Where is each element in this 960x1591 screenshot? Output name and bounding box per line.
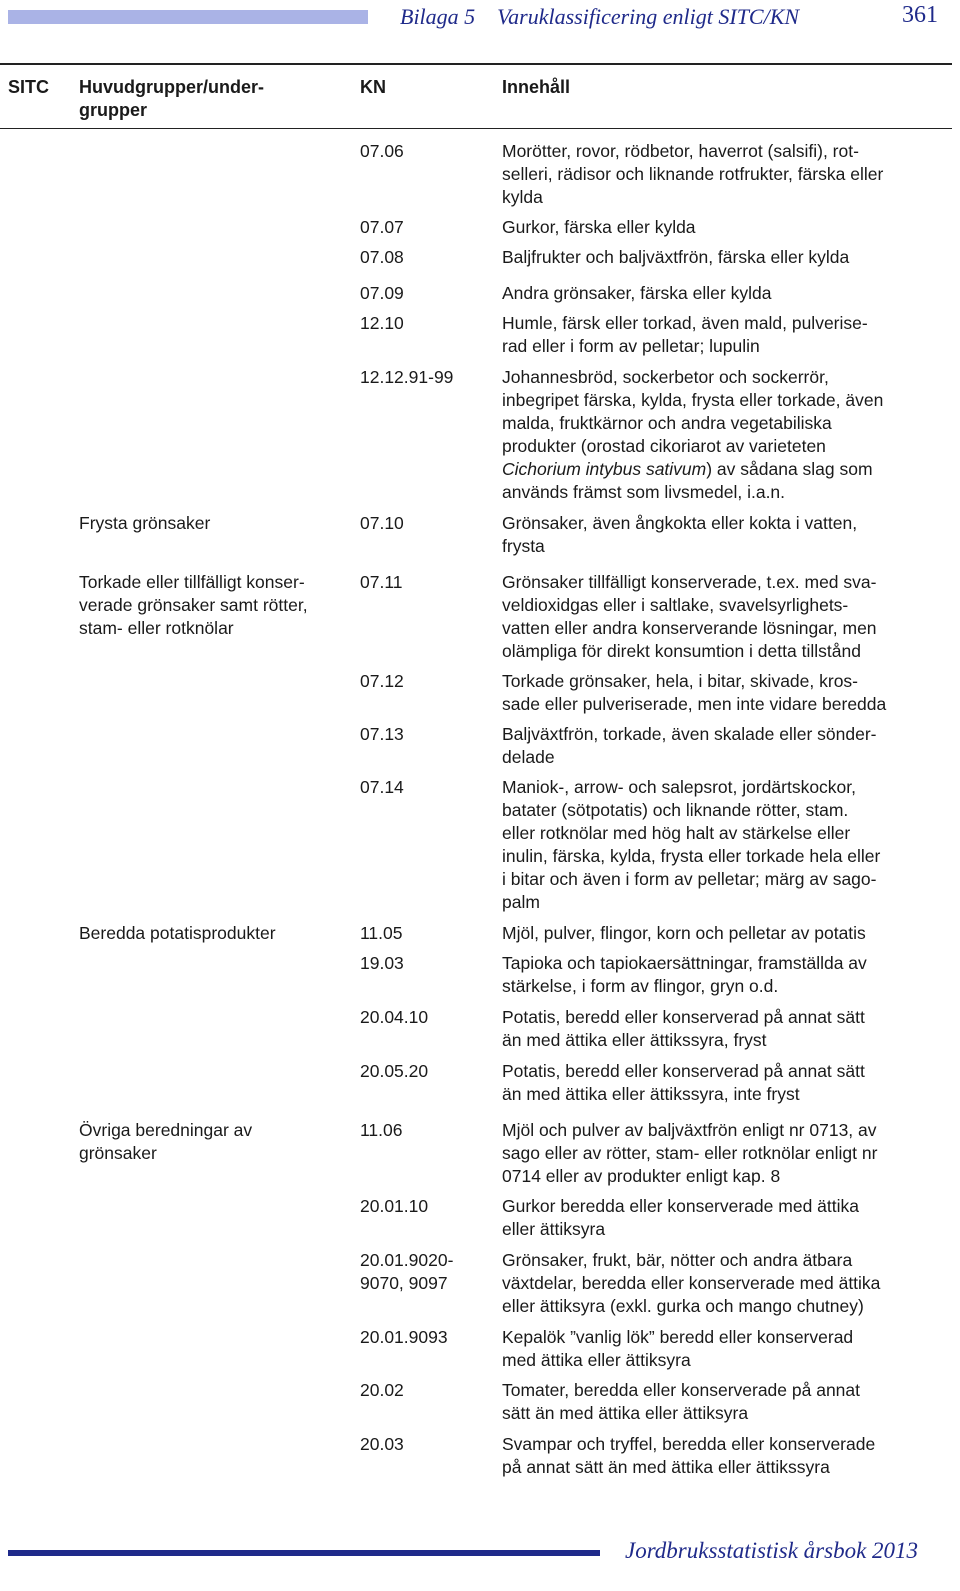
header-decor-bar <box>8 10 368 24</box>
row-kn-line: 07.14 <box>360 777 404 797</box>
row-desc <box>502 1060 947 1106</box>
row-desc-line: eller ättiksyra <box>502 1219 606 1239</box>
column-header-content: Innehåll <box>502 77 571 97</box>
row-desc-line: används främst som livsmedel, i.a.n. <box>502 482 786 502</box>
row-desc-line: Torkade grönsaker, hela, i bitar, skivade, kros- <box>502 671 859 691</box>
row-desc-line: rad eller i form av pelletar; lupulin <box>502 336 760 356</box>
classification-table <box>0 140 960 1479</box>
row-desc-line: olämpliga för direkt konsumtion i detta tillstånd <box>502 641 861 661</box>
row-desc <box>502 1433 947 1479</box>
row-kn <box>360 1195 495 1218</box>
row-kn-line: 07.13 <box>360 724 404 744</box>
row-kn <box>360 670 495 693</box>
table-row <box>0 246 960 269</box>
row-group <box>79 512 349 535</box>
row-desc-line: Gurkor, färska eller kylda <box>502 217 696 237</box>
row-kn <box>360 1119 495 1142</box>
row-kn-line: 07.07 <box>360 217 404 237</box>
row-desc <box>502 1119 947 1188</box>
row-desc-line: batater (sötpotatis) och liknande rötter, stam. <box>502 800 849 820</box>
column-header-sitc: SITC <box>8 77 50 97</box>
row-desc <box>502 670 947 716</box>
row-desc-line: än med ättika eller ättikssyra, inte fryst <box>502 1084 800 1104</box>
row-desc-line: inbegripet färska, kylda, frysta eller torkade, även <box>502 390 884 410</box>
row-desc-line: Potatis, beredd eller konserverad på annat sätt <box>502 1007 865 1027</box>
column-header-groups <box>79 76 264 122</box>
row-desc <box>502 246 947 269</box>
row-group <box>79 922 349 945</box>
row-desc-line: Tomater, beredda eller konserverade på annat <box>502 1380 861 1400</box>
row-kn <box>360 246 495 269</box>
row-desc-line: eller ättiksyra (exkl. gurka och mango chutney) <box>502 1296 864 1316</box>
column-header-kn: KN <box>360 77 386 97</box>
row-desc-line: kylda <box>502 187 543 207</box>
table-row <box>0 670 960 716</box>
row-kn-line: 19.03 <box>360 953 404 973</box>
row-kn-line: 07.11 <box>360 572 403 592</box>
row-group-line: Beredda potatisprodukter <box>79 923 276 943</box>
row-group <box>79 1119 349 1165</box>
row-desc-line: Gurkor beredda eller konserverade med ättika <box>502 1196 859 1216</box>
row-desc-line: Johannesbröd, sockerbetor och sockerrör, <box>502 367 829 387</box>
row-desc-line: växtdelar, beredda eller konserverade med ättika <box>502 1273 881 1293</box>
row-group-line: Frysta grönsaker <box>79 513 211 533</box>
row-desc-line: vatten eller andra konserverande lösningar, men <box>502 618 877 638</box>
row-desc-line: Mjöl, pulver, flingor, korn och pelletar av potatis <box>502 923 866 943</box>
row-desc <box>502 1326 947 1372</box>
row-desc-line: Baljfrukter och baljväxtfrön, färska eller kylda <box>502 247 850 267</box>
row-desc-line: på annat sätt än med ättika eller ättikssyra <box>502 1457 830 1477</box>
row-desc-line: i bitar och även i form av pelletar; märg av sago- <box>502 869 877 889</box>
row-kn <box>360 1433 495 1456</box>
row-desc <box>502 952 947 998</box>
row-desc-line: sätt än med ättika eller ättiksyra <box>502 1403 749 1423</box>
row-desc-line: delade <box>502 747 555 767</box>
row-desc-line: eller rotknölar med hög halt av stärkelse eller <box>502 823 851 843</box>
table-row <box>0 571 960 663</box>
row-desc-line: Cichorium intybus sativum) av sådana slag som <box>502 459 873 479</box>
row-desc <box>502 723 947 769</box>
row-desc-line: sade eller pulveriserade, men inte vidare beredda <box>502 694 887 714</box>
row-desc <box>502 140 947 209</box>
table-row <box>0 1060 960 1106</box>
row-desc-line: Grönsaker, även ångkokta eller kokta i vatten, <box>502 513 858 533</box>
species-name: Cichorium intybus sativum <box>502 459 707 479</box>
table-row <box>0 1006 960 1052</box>
row-desc-line: Grönsaker tillfälligt konserverade, t.ex. med sva- <box>502 572 877 592</box>
table-row <box>0 366 960 504</box>
column-header-groups-line1: Huvudgrupper/under- <box>79 77 264 97</box>
row-kn-line: 11.05 <box>360 923 403 943</box>
row-kn <box>360 1006 495 1029</box>
footer-decor-bar <box>8 1550 600 1556</box>
table-row <box>0 1195 960 1241</box>
row-kn-line: 07.06 <box>360 141 404 161</box>
row-kn <box>360 512 495 535</box>
row-desc-line: produkter (orostad cikoriarot av varieteten <box>502 436 826 456</box>
row-desc <box>502 216 947 239</box>
row-kn <box>360 571 495 594</box>
row-desc-line: selleri, rädisor och liknande rotfrukter, färska eller <box>502 164 884 184</box>
page-number: 361 <box>902 2 938 28</box>
table-row <box>0 512 960 558</box>
header-rule <box>0 128 952 129</box>
row-desc-line: veldioxidgas eller i saltlake, svavelsyrlighets- <box>502 595 849 615</box>
row-kn-line: 20.01.9020- <box>360 1250 454 1270</box>
row-desc <box>502 282 947 305</box>
row-desc-line: frysta <box>502 536 545 556</box>
row-desc-line: Potatis, beredd eller konserverad på annat sätt <box>502 1061 865 1081</box>
row-kn-line: 12.10 <box>360 313 404 333</box>
row-kn-line: 07.09 <box>360 283 404 303</box>
table-row <box>0 952 960 998</box>
row-kn <box>360 1326 495 1349</box>
row-desc <box>502 366 947 504</box>
row-desc-line: Mjöl och pulver av baljväxtfrön enligt nr 0713, av <box>502 1120 877 1140</box>
row-desc-line: malda, fruktkärnor och andra vegetabiliska <box>502 413 832 433</box>
table-row <box>0 1249 960 1318</box>
row-desc-line: Baljväxtfrön, torkade, även skalade eller sönder- <box>502 724 877 744</box>
row-kn <box>360 723 495 746</box>
table-row <box>0 1433 960 1479</box>
row-desc <box>502 1006 947 1052</box>
row-desc-line: stärkelse, i form av flingor, gryn o.d. <box>502 976 779 996</box>
row-desc <box>502 512 947 558</box>
row-desc-line: med ättika eller ättiksyra <box>502 1350 691 1370</box>
footer-title: Jordbruksstatistisk årsbok 2013 <box>625 1538 919 1563</box>
row-kn-line: 20.03 <box>360 1434 404 1454</box>
row-kn <box>360 1249 495 1295</box>
table-row <box>0 723 960 769</box>
row-desc <box>502 776 947 914</box>
row-desc-line: Svampar och tryffel, beredda eller konserverade <box>502 1434 876 1454</box>
running-header <box>400 4 799 30</box>
column-header-groups-line2: grupper <box>79 100 148 120</box>
row-kn <box>360 776 495 799</box>
row-desc-line: Maniok-, arrow- och salepsrot, jordärtskockor, <box>502 777 857 797</box>
row-desc-line: palm <box>502 892 540 912</box>
row-desc <box>502 922 947 945</box>
row-group-line: grönsaker <box>79 1143 157 1163</box>
header-section: Bilaga 5 <box>400 4 476 29</box>
row-kn <box>360 952 495 975</box>
table-row <box>0 216 960 239</box>
row-group-line: stam- eller rotknölar <box>79 618 234 638</box>
row-desc-line: än med ättika eller ättikssyra, fryst <box>502 1030 767 1050</box>
row-kn-line: 20.01.10 <box>360 1196 429 1216</box>
row-kn-line: 9070, 9097 <box>360 1273 448 1293</box>
row-kn-line: 11.06 <box>360 1120 403 1140</box>
row-kn-line: 20.04.10 <box>360 1007 429 1027</box>
row-group-line: verade grönsaker samt rötter, <box>79 595 308 615</box>
row-desc-line: Grönsaker, frukt, bär, nötter och andra ätbara <box>502 1250 853 1270</box>
row-kn <box>360 312 495 335</box>
row-kn-line: 20.02 <box>360 1380 404 1400</box>
table-row <box>0 1119 960 1188</box>
row-desc <box>502 312 947 358</box>
row-group-line: Torkade eller tillfälligt konser- <box>79 572 305 592</box>
table-row <box>0 282 960 305</box>
row-desc-line: Andra grönsaker, färska eller kylda <box>502 283 772 303</box>
row-desc-line: Kepalök ”vanlig lök” beredd eller konserverad <box>502 1327 854 1347</box>
table-top-rule <box>0 63 952 65</box>
row-group <box>79 571 349 640</box>
row-desc-line: Humle, färsk eller torkad, även mald, pulverise- <box>502 313 868 333</box>
row-desc-line: Morötter, rovor, rödbetor, haverrot (salsifi), rot- <box>502 141 859 161</box>
row-kn-line: 20.05.20 <box>360 1061 429 1081</box>
row-group-line: Övriga beredningar av <box>79 1120 253 1140</box>
row-kn-line: 07.10 <box>360 513 404 533</box>
table-row <box>0 776 960 914</box>
row-kn <box>360 366 495 389</box>
header-title: Varuklassificering enligt SITC/KN <box>497 4 800 29</box>
row-kn <box>360 216 495 239</box>
row-desc-line: 0714 eller av produkter enligt kap. 8 <box>502 1166 781 1186</box>
row-kn <box>360 1379 495 1402</box>
row-desc-line: inulin, färska, kylda, frysta eller torkade hela eller <box>502 846 881 866</box>
row-kn-line: 07.12 <box>360 671 404 691</box>
row-kn <box>360 282 495 305</box>
row-kn <box>360 140 495 163</box>
row-kn-line: 12.12.91-99 <box>360 367 454 387</box>
table-row <box>0 140 960 209</box>
row-desc <box>502 1379 947 1425</box>
row-kn-line: 07.08 <box>360 247 404 267</box>
row-kn <box>360 1060 495 1083</box>
row-desc-line: sago eller av rötter, stam- eller rotknölar enligt nr <box>502 1143 878 1163</box>
table-row <box>0 312 960 358</box>
table-row <box>0 922 960 945</box>
row-desc <box>502 1249 947 1318</box>
row-desc <box>502 571 947 663</box>
row-kn <box>360 922 495 945</box>
table-row <box>0 1326 960 1372</box>
table-row <box>0 1379 960 1425</box>
row-kn-line: 20.01.9093 <box>360 1327 448 1347</box>
row-desc <box>502 1195 947 1241</box>
row-desc-line: Tapioka och tapiokaersättningar, framställda av <box>502 953 867 973</box>
